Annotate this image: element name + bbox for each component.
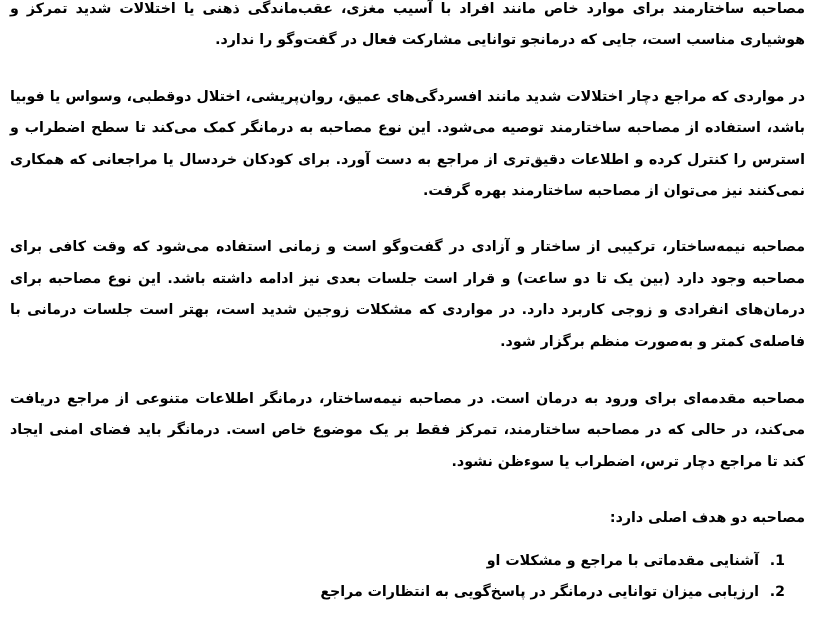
goal-number: 1. [769, 553, 785, 570]
goal-item [10, 546, 785, 577]
goals-intro: مصاحبه دو هدف اصلی دارد: [609, 510, 805, 527]
goals-list [10, 546, 805, 608]
document-page [10, 0, 805, 608]
paragraph-introductory-interview: مصاحبه مقدمه‌ای برای ورود به درمان است. در مصاحبه نیمه‌ساختار، درمانگر اطلاعات متنوعی از مراجع دریافت می‌کند، در حالی که در مصاحبه ساختارمند، تمرکز فقط بر یک موضوع خاص است. درمانگر باید فضای امنی ایجاد کند تا مراجع دچار ترس، اضطراب یا سوءظن نشود. [10, 391, 805, 470]
paragraph-structured-interview-use: مصاحبه ساختارمند برای موارد خاص مانند افراد با آسیب مغزی، عقب‌ماندگی ذهنی یا اختلالات شدید تمرکز و هوشیاری مناسب است، جایی که درمانجو توانایی مشارکت فعال در گفت‌وگو را ندارد. [10, 1, 805, 49]
goal-number: 2. [769, 584, 785, 601]
goal-text: آشنایی مقدماتی با مراجع و مشکلات او [486, 553, 759, 570]
goal-item [10, 577, 785, 608]
paragraph-semi-structured-interview: مصاحبه نیمه‌ساختار، ترکیبی از ساختار و آزادی در گفت‌وگو است و زمانی استفاده می‌شود که وقت کافی برای مصاحبه وجود دارد (بین یک تا دو ساعت) و قرار است جلسات بعدی نیز ادامه داشته باشد. این نوع مصاحبه برای درمان‌های انفرادی و زوجی کاربرد دارد. در مواردی که مشکلات زوجین شدید است، بهتر است جلسات درمانی با فاصله‌ی کمتر و به‌صورت منظم برگزار شود. [10, 239, 805, 350]
goal-text: ارزیابی میزان توانایی درمانگر در پاسخ‌گویی به انتظارات مراجع [320, 584, 759, 601]
paragraph-severe-disorders: در مواردی که مراجع دچار اختلالات شدید مانند افسردگی‌های عمیق، روان‌پریشی، اختلال دوقطبی، وسواس یا فوبیا باشد، استفاده از مصاحبه ساختارمند توصیه می‌شود. این نوع مصاحبه به درمانگر کمک می‌کند تا سطح اضطراب و استرس را کنترل کرده و اطلاعات دقیق‌تری از مراجع به دست آورد. برای کودکان خردسال یا مراجعانی که همکاری نمی‌کنند نیز می‌توان از مصاحبه ساختارمند بهره گرفت. [10, 88, 805, 200]
